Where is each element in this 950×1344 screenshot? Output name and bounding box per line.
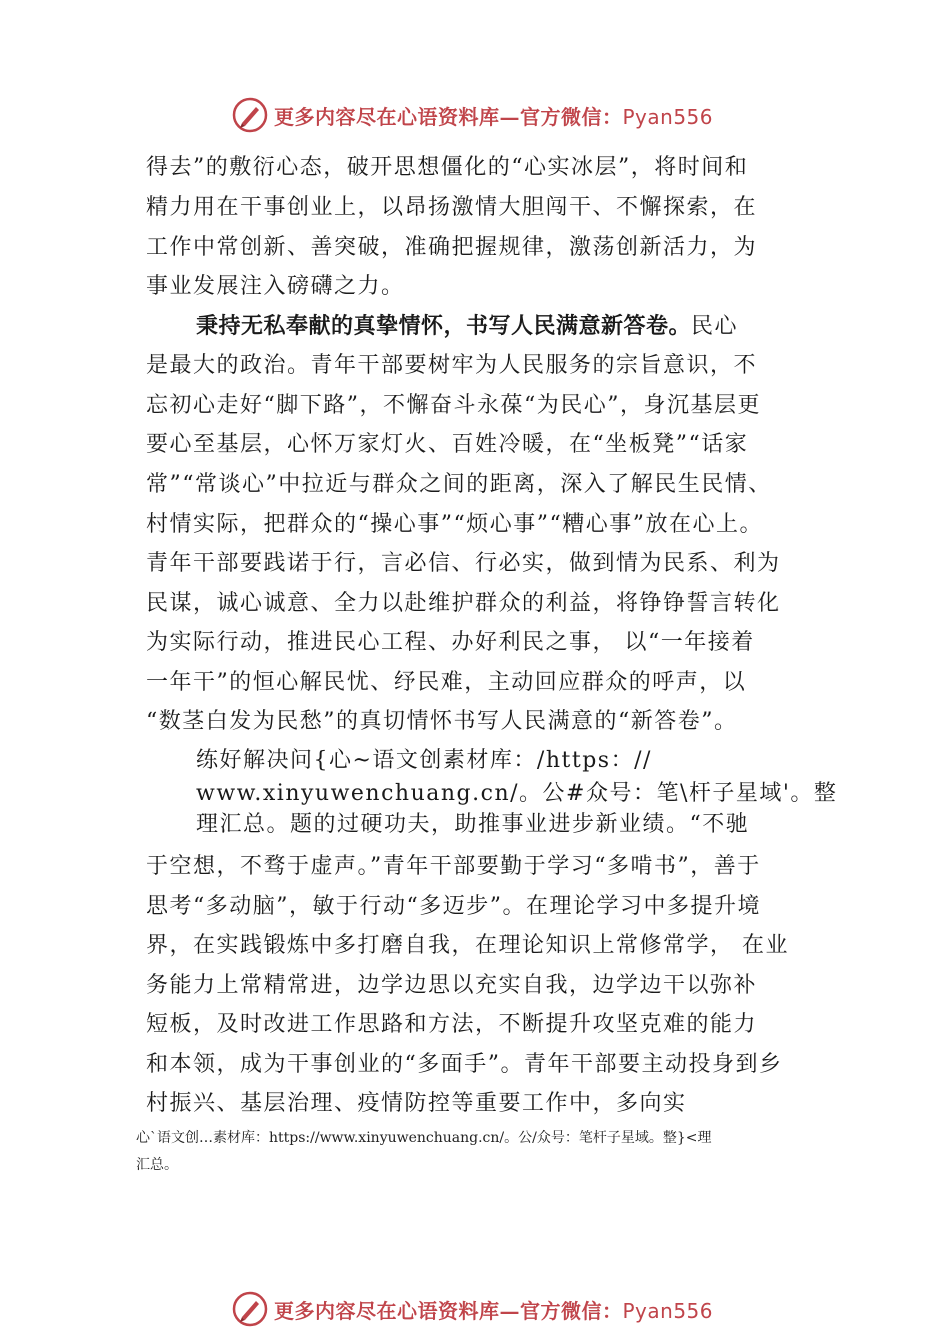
text-line: 是最大的政治。青年干部要树牢为人民服务的宗旨意识，不: [146, 353, 758, 378]
text-line: 思考“多动脑”，敏于行动“多迈步”。在理论学习中多提升境: [146, 894, 761, 919]
text-line: 民谋，诚心诚意、全力以赴维护群众的利益，将铮铮誓言转化: [146, 591, 781, 616]
footer-banner: [232, 1289, 713, 1329]
text-line: 理汇总。题的过硬功夫，助推事业进步新业绩。“不驰: [196, 812, 750, 837]
paragraph-heading-line: 秉持无私奉献的真挚情怀，书写人民满意新答卷。民心: [196, 314, 739, 339]
text-line: 短板，及时改进工作思路和方法，不断提升攻坚克难的能力: [146, 1012, 758, 1037]
footnote-line: 汇总。: [136, 1157, 178, 1173]
text-line: 于空想，不骛于虚声。”青年干部要勤于学习“多啃书”，善于: [146, 854, 761, 879]
text-line: 精力用在干事创业上，以昂扬激情大胆闯干、不懈探索，在: [146, 195, 758, 220]
text-line: “数茎白发为民愁”的真切情怀书写人民满意的“新答卷”。: [146, 709, 738, 734]
banner-text: 更多内容尽在心语资料库—官方微信：Pyan556: [274, 1298, 714, 1323]
banner-text: 更多内容尽在心语资料库—官方微信：Pyan556: [274, 104, 714, 129]
text-line: 要心至基层，心怀万家灯火、百姓冷暖，在“坐板凳”“话家: [146, 432, 749, 457]
text-line: 得去”的敷衍心态，破开思想僵化的“心实冰层”，将时间和: [146, 155, 749, 180]
text-line: 和本领，成为干事创业的“多面手”。青年干部要主动投身到乡: [146, 1052, 783, 1077]
text-line: 界，在实践锻炼中多打磨自我，在理论知识上常修常学， 在业: [146, 933, 789, 958]
text-line: 练好解决问{心~语文创素材库：/https：//: [196, 748, 652, 773]
text-line: 为实际行动，推进民心工程、办好利民之事， 以“一年接着: [146, 630, 755, 655]
text-line: 村振兴、基层治理、疫情防控等重要工作中，多向实: [146, 1091, 687, 1116]
text-line: 一年干”的恒心解民忧、纾民难，主动回应群众的呼声，以: [146, 670, 747, 695]
text-line: 村情实际，把群众的“操心事”“烦心事”“糟心事”放在心上。: [146, 512, 763, 537]
footnote-line: 心`语文创…素材库：https://www.xinyuwenchuang.cn/。公/众号：笔杆子星域。整}<理: [136, 1130, 712, 1146]
text-line: 事业发展注入磅礴之力。: [146, 274, 405, 299]
text-line: 工作中常创新、善突破，准确把握规律，激荡创新活力，为: [146, 235, 758, 260]
pen-logo-icon: [232, 1291, 268, 1327]
pen-logo-icon: [232, 97, 268, 133]
section-heading: 秉持无私奉献的真挚情怀，书写人民满意新答卷。: [196, 314, 692, 339]
text-line: 忘初心走好“脚下路”，不懈奋斗永葆“为民心”，身沉基层更: [146, 393, 761, 418]
text-line: 青年干部要践诺于行，言必信、行必实，做到情为民系、利为: [146, 551, 781, 576]
text-line: 常”“常谈心”中拉近与群众之间的距离，深入了解民生民情、: [146, 472, 772, 497]
text-line: 务能力上常精常进，边学边思以充实自我，边学边干以弥补: [146, 973, 758, 998]
text-line: www.xinyuwenchuang.cn/。公#众号：笔\杆子星域'。整: [196, 781, 838, 806]
header-banner: [232, 95, 713, 135]
